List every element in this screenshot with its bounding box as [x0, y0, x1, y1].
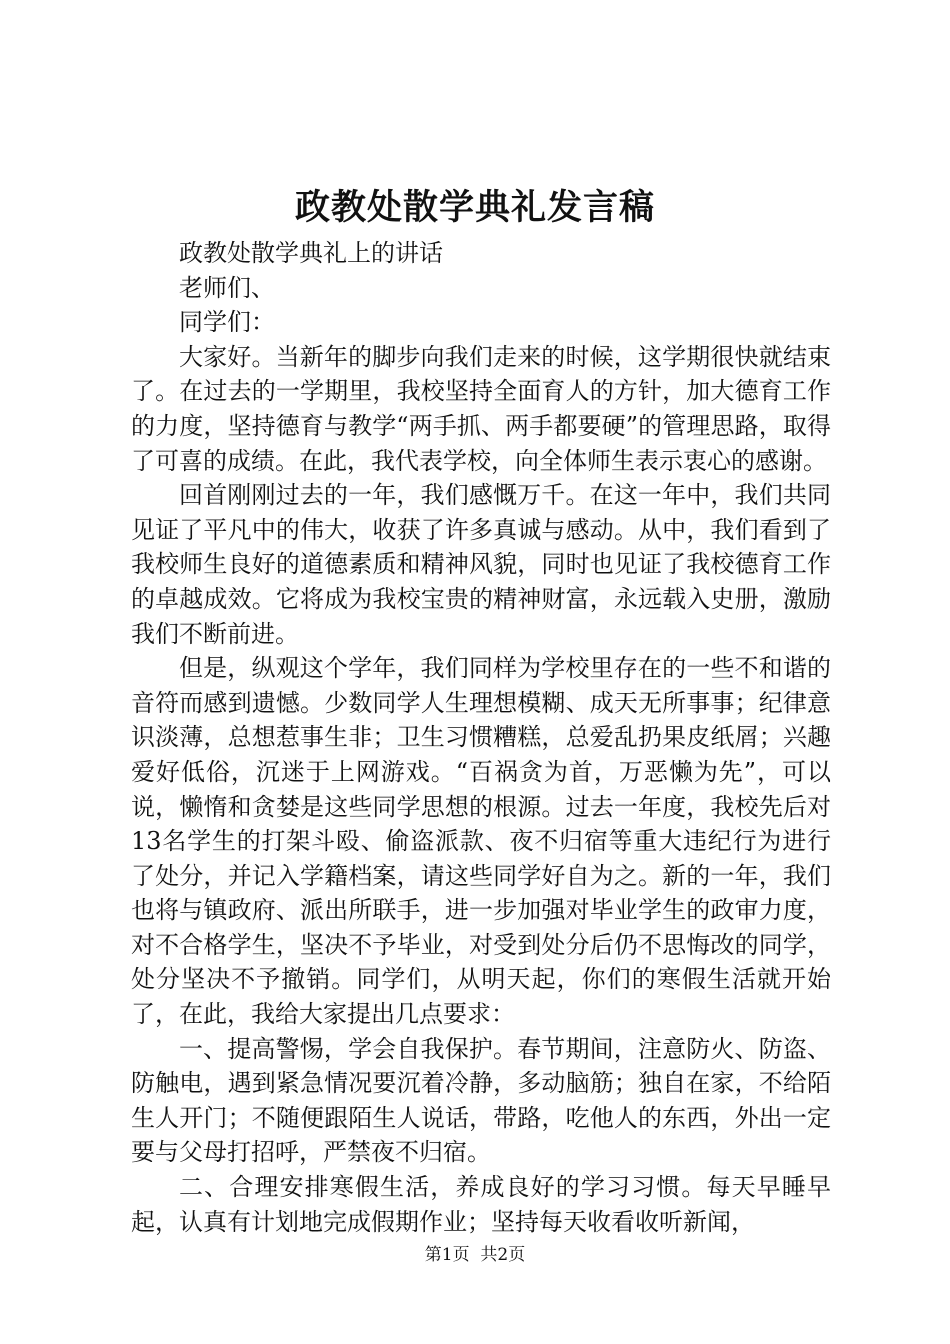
speech-heading: 政教处散学典礼上的讲话: [179, 239, 443, 267]
paragraph-problems: 但是，纵观这个学年，我们同样为学校里存在的一些不和谐的音符而感到遗憾。少数同学人生理想模糊、成天无所事事；纪律意识淡薄，总想惹事生非；卫生习惯糟糕，总爱乱扔果皮纸屑；兴趣爱好低俗，沉迷于上网游戏。“百祸贪为首，万恶懒为先”，可以说，懒惰和贪婪是这些同学思想的根源。过去一年度，我校先后对13名学生的打架斗殴、偷盗派款、夜不归宿等重大违纪行为进行了处分，并记入学籍档案，请这些同学好自为之。新的一年，我们也将与镇政府、派出所联手，进一步加强对毕业学生的政审力度，对不合格学生，坚决不予毕业，对受到处分后仍不思悔改的同学，处分坚决不予撤销。同学们，从明天起，你们的寒假生活就开始了，在此，我给大家提出几点要求：: [131, 654, 831, 1029]
paragraph-greeting: 大家好。当新年的脚步向我们走来的时候，这学期很快就结束了。在过去的一学期里，我校坚持全面育人的方针，加大德育工作的力度，坚持德育与教学“两手抓、两手都要硬”的管理思路，取得了可喜的成绩。在此，我代表学校，向全体师生表示衷心的感谢。: [131, 342, 831, 475]
paragraph-review: 回首刚刚过去的一年，我们感慨万千。在这一年中，我们共同见证了平凡中的伟大，收获了许多真诚与感动。从中，我们看到了我校师生良好的道德素质和精神风貌，同时也见证了我校德育工作的卓越成效。它将成为我校宝贵的精神财富，永远载入史册，激励我们不断前进。: [131, 481, 831, 648]
document-title: 政教处散学典礼发言稿: [294, 187, 655, 228]
salutation-teachers: 老师们、: [179, 273, 275, 302]
paragraph-requirement-2: 二、合理安排寒假生活，养成良好的学习习惯。每天早睡早起，认真有计划地完成假期作业；坚持每天收看收听新闻，: [131, 1173, 831, 1236]
salutation-students: 同学们：: [179, 308, 275, 337]
page-footer: [0, 1243, 950, 1267]
page-number-current: 第1页: [424, 1245, 470, 1265]
page-number-total: 共2页: [480, 1245, 526, 1265]
paragraph-requirement-1: 一、提高警惕，学会自我保护。春节期间，注意防火、防盗、防触电，遇到紧急情况要沉着冷静，多动脑筋；独自在家，不给陌生人开门；不随便跟陌生人说话，带路，吃他人的东西，外出一定要与父母打招呼，严禁夜不归宿。: [131, 1034, 831, 1167]
document-body: [131, 236, 831, 1239]
